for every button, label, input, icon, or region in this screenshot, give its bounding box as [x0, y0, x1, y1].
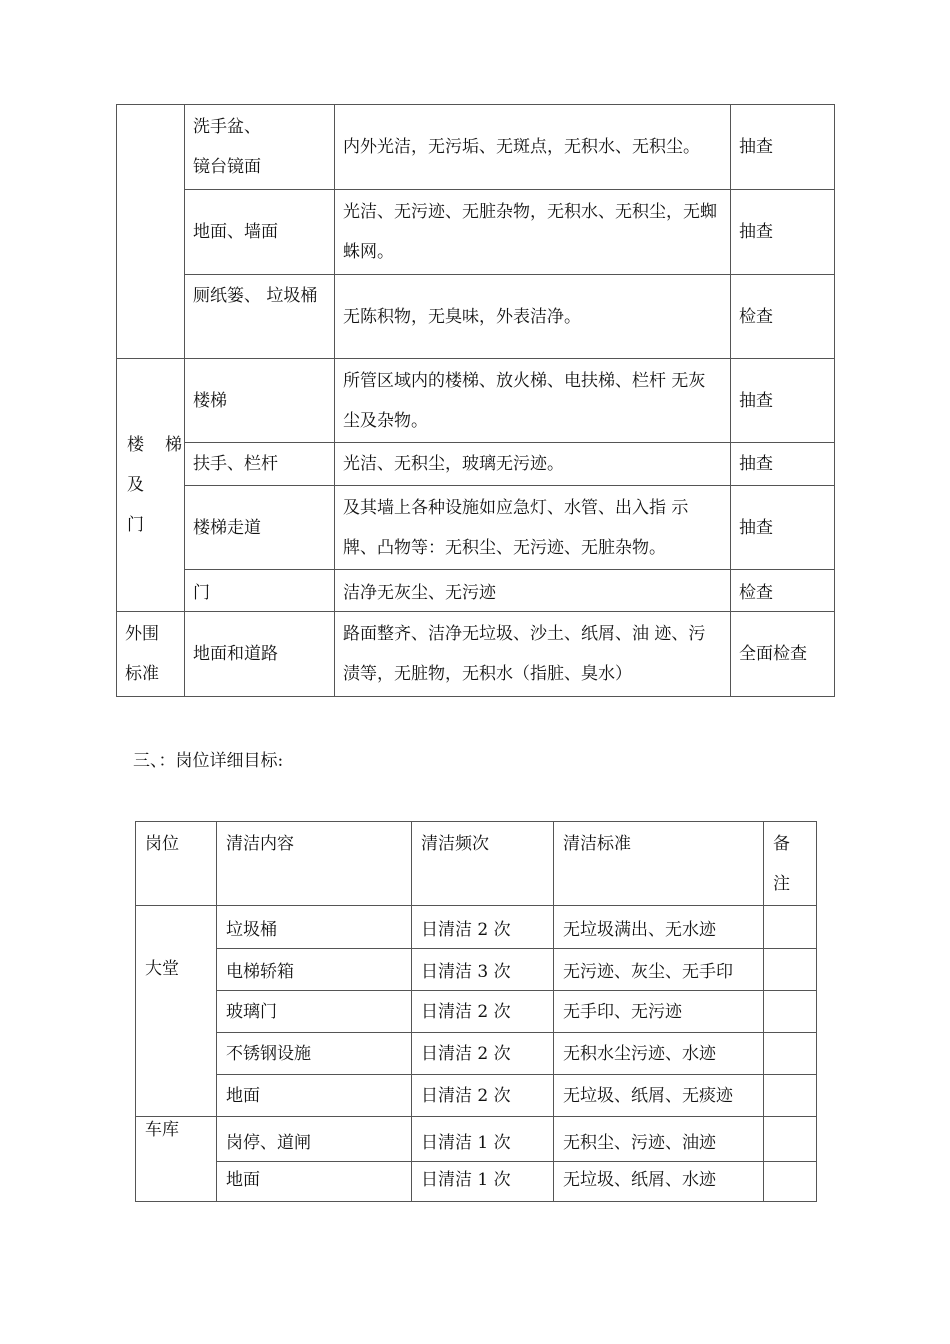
header-cell: 岗位 [136, 822, 217, 906]
standard-cell: 光洁、无污迹、无脏杂物，无积水、无积尘，无蜘蛛网。 [335, 190, 731, 275]
header-line: 注 [773, 874, 790, 894]
item-cell: 厕纸篓、 垃圾桶 [185, 275, 335, 359]
area-cell-stairs [117, 359, 185, 612]
content-cell: 岗停、道闸 [217, 1117, 412, 1162]
note-cell [764, 991, 817, 1033]
section-heading: 三、：岗位详细目标: [133, 751, 284, 771]
method-cell: 抽查 [731, 105, 835, 190]
header-cell [764, 822, 817, 906]
area-line: 外围 [125, 624, 159, 644]
standard-cell: 无垃圾、纸屑、无痰迹 [554, 1075, 764, 1117]
item-cell: 地面和道路 [185, 612, 335, 697]
item-cell [185, 105, 335, 190]
standard-cell: 无陈积物，无臭味，外表洁净。 [335, 275, 731, 359]
table-row [136, 1117, 817, 1162]
standard-cell: 所管区域内的楼梯、放火梯、电扶梯、栏杆 无灰尘及杂物。 [335, 359, 731, 443]
content-cell: 地面 [217, 1162, 412, 1202]
standard-cell: 无手印、无污迹 [554, 991, 764, 1033]
freq-cell: 日清洁 1 次 [412, 1162, 554, 1202]
standard-cell: 无积水尘污迹、水迹 [554, 1033, 764, 1075]
standard-cell: 路面整齐、洁净无垃圾、沙土、纸屑、油 迹、污渍等，无脏物，无积水（指脏、臭水） [335, 612, 731, 697]
freq-cell: 日清洁 1 次 [412, 1117, 554, 1162]
table-row [117, 612, 835, 697]
method-cell: 检查 [731, 275, 835, 359]
item-cell: 扶手、栏杆 [185, 443, 335, 486]
method-cell: 抽查 [731, 190, 835, 275]
standard-cell: 洁净无灰尘、无污迹 [335, 570, 731, 612]
table-row [117, 275, 835, 359]
table-row [136, 991, 817, 1033]
standards-table [116, 104, 835, 697]
post-cell: 车库 [136, 1117, 217, 1202]
note-cell [764, 949, 817, 991]
item-line: 镜台镜面 [193, 157, 261, 177]
post-targets-table [135, 821, 817, 1202]
table-row [136, 1162, 817, 1202]
content-cell: 地面 [217, 1075, 412, 1117]
method-cell: 抽查 [731, 359, 835, 443]
area-line: 及 门 [127, 475, 150, 535]
table-row [136, 949, 817, 991]
table-row [117, 486, 835, 570]
table-row [136, 906, 817, 949]
header-cell: 清洁内容 [217, 822, 412, 906]
freq-cell: 日清洁 2 次 [412, 991, 554, 1033]
content-cell: 玻璃门 [217, 991, 412, 1033]
note-cell [764, 1162, 817, 1202]
method-cell: 抽查 [731, 486, 835, 570]
freq-cell: 日清洁 2 次 [412, 1075, 554, 1117]
note-cell [764, 906, 817, 949]
standard-cell: 内外光洁，无污垢、无斑点，无积水、无积尘。 [335, 105, 731, 190]
item-cell: 地面、墙面 [185, 190, 335, 275]
standard-cell: 无垃圾、纸屑、水迹 [554, 1162, 764, 1202]
area-cell-exterior [117, 612, 185, 697]
header-cell: 清洁频次 [412, 822, 554, 906]
table-row [136, 1075, 817, 1117]
method-cell: 抽查 [731, 443, 835, 486]
standard-cell: 及其墙上各种设施如应急灯、水管、出入指 示牌、凸物等：无积尘、无污迹、无脏杂物。 [335, 486, 731, 570]
note-cell [764, 1075, 817, 1117]
table-row [117, 105, 835, 190]
standard-cell: 光洁、无积尘，玻璃无污迹。 [335, 443, 731, 486]
standard-cell: 无垃圾满出、无水迹 [554, 906, 764, 949]
post-cell: 大堂 [136, 906, 217, 1117]
freq-cell: 日清洁 2 次 [412, 906, 554, 949]
table-row [117, 570, 835, 612]
header-row [136, 822, 817, 906]
header-line: 备 [773, 834, 790, 854]
note-cell [764, 1033, 817, 1075]
content-cell: 垃圾桶 [217, 906, 412, 949]
note-cell [764, 1117, 817, 1162]
table-row [117, 359, 835, 443]
area-line: 楼 梯 [127, 435, 182, 455]
table-row [117, 190, 835, 275]
header-cell: 清洁标准 [554, 822, 764, 906]
table-row [136, 1033, 817, 1075]
item-cell: 楼梯 [185, 359, 335, 443]
freq-cell: 日清洁 3 次 [412, 949, 554, 991]
item-line: 洗手盆、 [193, 117, 261, 137]
content-cell: 不锈钢设施 [217, 1033, 412, 1075]
content-cell: 电梯轿箱 [217, 949, 412, 991]
item-cell: 楼梯走道 [185, 486, 335, 570]
area-line: 标准 [125, 664, 159, 684]
standard-cell: 无积尘、污迹、油迹 [554, 1117, 764, 1162]
method-cell: 检查 [731, 570, 835, 612]
area-cell-toilet [117, 105, 185, 359]
table-row [117, 443, 835, 486]
item-cell: 门 [185, 570, 335, 612]
freq-cell: 日清洁 2 次 [412, 1033, 554, 1075]
method-cell: 全面检查 [731, 612, 835, 697]
standard-cell: 无污迹、灰尘、无手印 [554, 949, 764, 991]
